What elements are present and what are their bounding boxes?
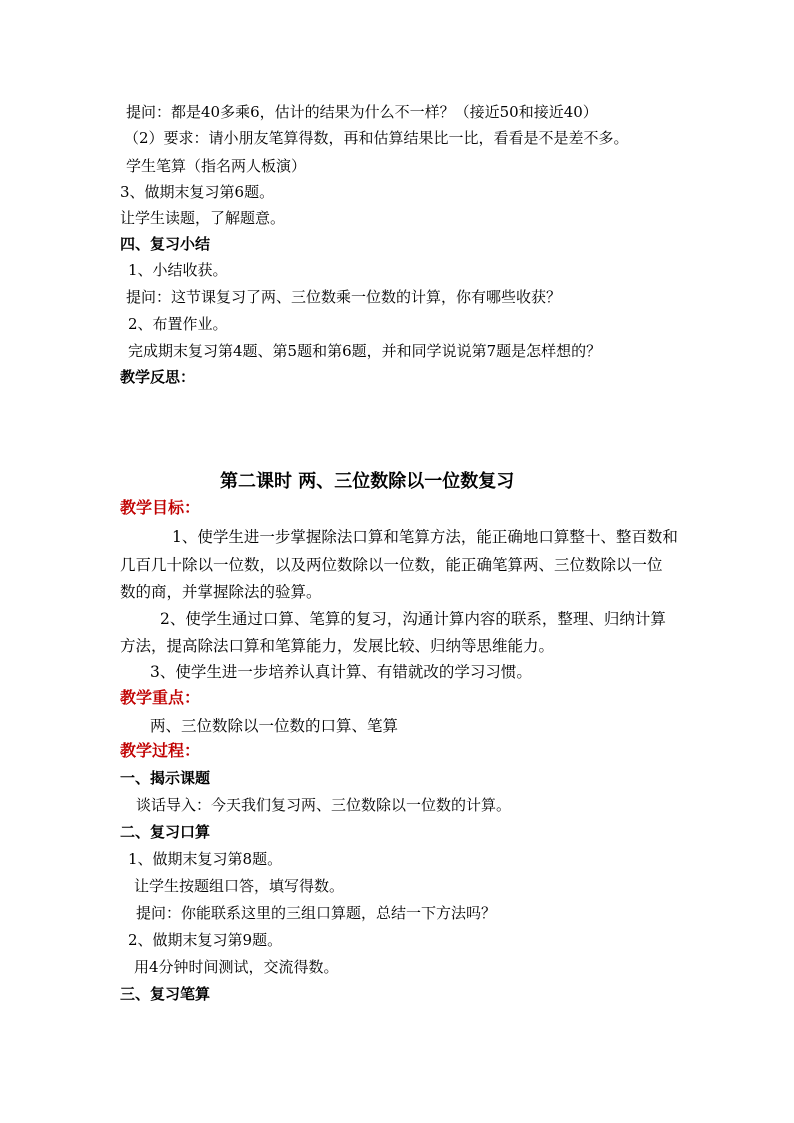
- section-2-heading: 二、复习口算: [120, 823, 211, 841]
- summary-item-1: 1、小结收获。: [128, 261, 228, 279]
- section-2-item-1: 1、做期末复习第8题。: [128, 850, 283, 868]
- goal-3-line: 3、使学生进一步培养认真计算、有错就改的学习习惯。: [150, 663, 532, 681]
- section-2-instruction: 让学生按题组口答，填写得数。: [134, 877, 345, 895]
- requirement-line: （2）要求：请小朋友笔算得数，再和估算结果比一比，看看是不是差不多。: [124, 129, 629, 147]
- review-summary-heading: 四、复习小结: [120, 235, 211, 253]
- goals-label: 教学目标：: [120, 498, 201, 517]
- lesson-title: 第二课时 两、三位数除以一位数复习: [220, 471, 515, 492]
- section-2-question: 提问：你能联系这里的三组口算题，总结一下方法吗？: [136, 904, 497, 922]
- goal-1-line-3: 数的商，并掌握除法的验算。: [120, 583, 322, 601]
- process-label: 教学过程：: [120, 741, 201, 760]
- key-points-label: 教学重点：: [120, 688, 201, 707]
- goal-2-line-2: 方法，提高除法口算和笔算能力，发展比较、归纳等思维能力。: [120, 637, 555, 655]
- read-problem-line: 让学生读题，了解题意。: [120, 209, 286, 227]
- key-points-text: 两、三位数除以一位数的口算、笔算: [150, 717, 399, 735]
- student-calc-line: 学生笔算（指名两人板演）: [126, 157, 307, 175]
- exercise-6-line: 3、做期末复习第6题。: [120, 183, 275, 201]
- section-2-item-2: 2、做期末复习第9题。: [128, 931, 283, 949]
- summary-question: 提问：这节课复习了两、三位数乘一位数的计算，你有哪些收获？: [126, 288, 562, 306]
- question-line: 提问：都是40多乘6，估计的结果为什么不一样？（接近50和接近40）: [126, 103, 598, 121]
- section-1-heading: 一、揭示课题: [120, 769, 211, 787]
- goal-2-line-1: 2、使学生通过口算、笔算的复习，沟通计算内容的联系，整理、归纳计算: [160, 610, 666, 628]
- goal-1-line-1: 1、使学生进一步掌握除法口算和笔算方法，能正确地口算整十、整百数和: [172, 528, 678, 546]
- section-1-text: 谈话导入：今天我们复习两、三位数除以一位数的计算。: [136, 796, 512, 814]
- homework-line: 完成期末复习第4题、第5题和第6题，并和同学说说第7题是怎样想的？: [128, 342, 602, 360]
- section-3-heading: 三、复习笔算: [120, 985, 211, 1003]
- teaching-reflection-label: 教学反思：: [120, 368, 196, 386]
- section-2-test-line: 用4分钟时间测试，交流得数。: [134, 958, 339, 976]
- summary-item-2: 2、布置作业。: [128, 315, 228, 333]
- goal-1-line-2: 几百几十除以一位数，以及两位数除以一位数，能正确笔算两、三位数除以一位: [120, 556, 663, 574]
